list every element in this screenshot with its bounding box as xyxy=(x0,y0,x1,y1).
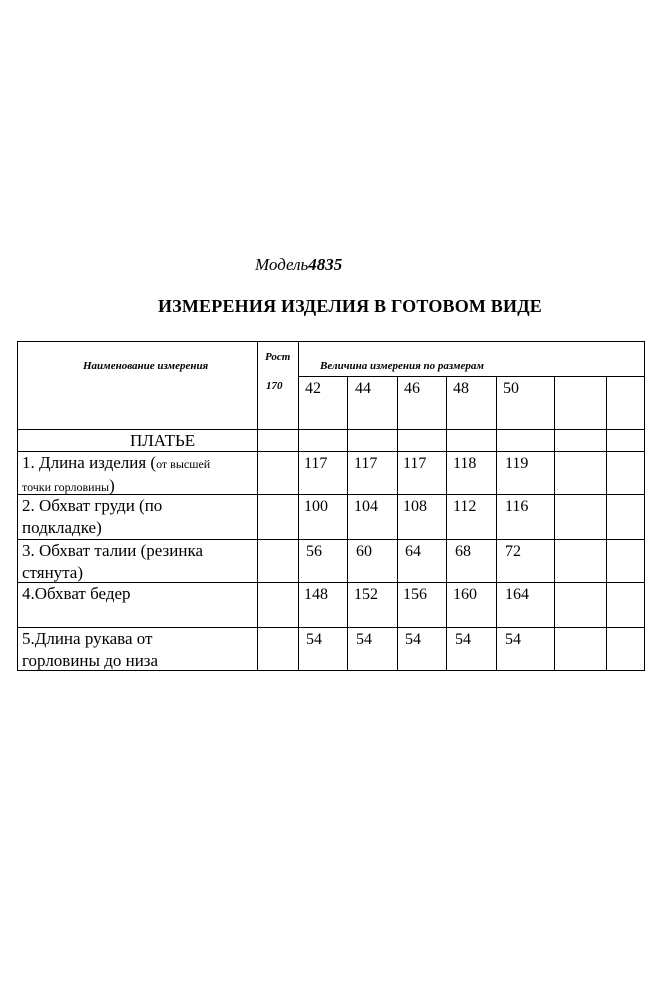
table-line xyxy=(606,376,607,671)
table-line xyxy=(554,376,555,671)
table-cell: 104 xyxy=(354,498,378,515)
row-name xyxy=(22,452,210,498)
table-cell: 60 xyxy=(356,543,372,560)
row-name-text: подкладке) xyxy=(22,518,102,537)
size-header: 42 xyxy=(305,380,321,397)
table-cell: 164 xyxy=(505,586,529,603)
table-line xyxy=(347,376,348,671)
table-cell: 54 xyxy=(505,631,521,648)
table-line xyxy=(17,341,18,671)
model-code: 4835 xyxy=(308,255,343,274)
table-cell: 116 xyxy=(505,498,529,515)
table-cell: 72 xyxy=(505,543,521,560)
table-cell: 56 xyxy=(306,543,322,560)
size-header: 48 xyxy=(453,380,469,397)
row-name xyxy=(22,495,162,539)
row-name xyxy=(22,540,203,584)
header-height-value: 170 xyxy=(266,380,283,392)
row-name-text: 3. Обхват талии (резинка xyxy=(22,541,203,560)
table-cell: 64 xyxy=(405,543,421,560)
table-cell: 118 xyxy=(453,455,477,472)
table-cell: 54 xyxy=(405,631,421,648)
row-name-text: 4.Обхват бедер xyxy=(22,584,131,603)
table-cell: 152 xyxy=(354,586,378,603)
row-name xyxy=(22,583,131,605)
table-cell: 100 xyxy=(304,498,328,515)
size-header: 44 xyxy=(355,380,371,397)
header-height-label: Рост xyxy=(265,351,291,363)
table-cell: 68 xyxy=(455,543,471,560)
table-cell: 160 xyxy=(453,586,477,603)
table-line xyxy=(17,341,645,342)
table-line xyxy=(298,376,645,377)
table-line xyxy=(644,341,645,671)
table-cell: 112 xyxy=(453,498,477,515)
size-header: 50 xyxy=(503,380,519,397)
table-cell: 117 xyxy=(403,455,427,472)
header-name-col: Наименование измерения xyxy=(83,360,209,372)
table-cell: 119 xyxy=(505,455,529,472)
table-cell: 108 xyxy=(403,498,427,515)
section-title: ПЛАТЬЕ xyxy=(130,431,196,450)
table-line xyxy=(17,429,645,430)
row-name-text: горловины до низа xyxy=(22,651,159,670)
table-cell: 54 xyxy=(455,631,471,648)
model-prefix: Модель xyxy=(255,255,309,274)
table-cell: 117 xyxy=(304,455,328,472)
table-cell: 148 xyxy=(304,586,328,603)
header-sizes-label: Величина измерения по размерам xyxy=(320,360,484,372)
table-cell: 156 xyxy=(403,586,427,603)
row-name-text: 1. Длина изделия ( xyxy=(22,453,157,472)
document-title: ИЗМЕРЕНИЯ ИЗДЕЛИЯ В ГОТОВОМ ВИДЕ xyxy=(157,296,543,316)
row-name-note: от высшей xyxy=(156,457,211,471)
table-line xyxy=(298,341,299,671)
table-line xyxy=(397,376,398,671)
table-line xyxy=(446,376,447,671)
table-cell: 54 xyxy=(356,631,372,648)
table-cell: 54 xyxy=(306,631,322,648)
row-name-text: ) xyxy=(109,476,115,495)
row-name-text: 2. Обхват груди (по xyxy=(22,496,163,515)
row-name-note: точки горловины xyxy=(22,480,110,494)
table-cell: 117 xyxy=(354,455,378,472)
size-header: 46 xyxy=(404,380,420,397)
row-name xyxy=(22,628,158,672)
table-line xyxy=(496,376,497,671)
model-number xyxy=(255,255,342,275)
table-line xyxy=(257,341,258,671)
row-name-text: 5.Длина рукава от xyxy=(22,629,153,648)
row-name-text: стянута) xyxy=(22,563,84,582)
